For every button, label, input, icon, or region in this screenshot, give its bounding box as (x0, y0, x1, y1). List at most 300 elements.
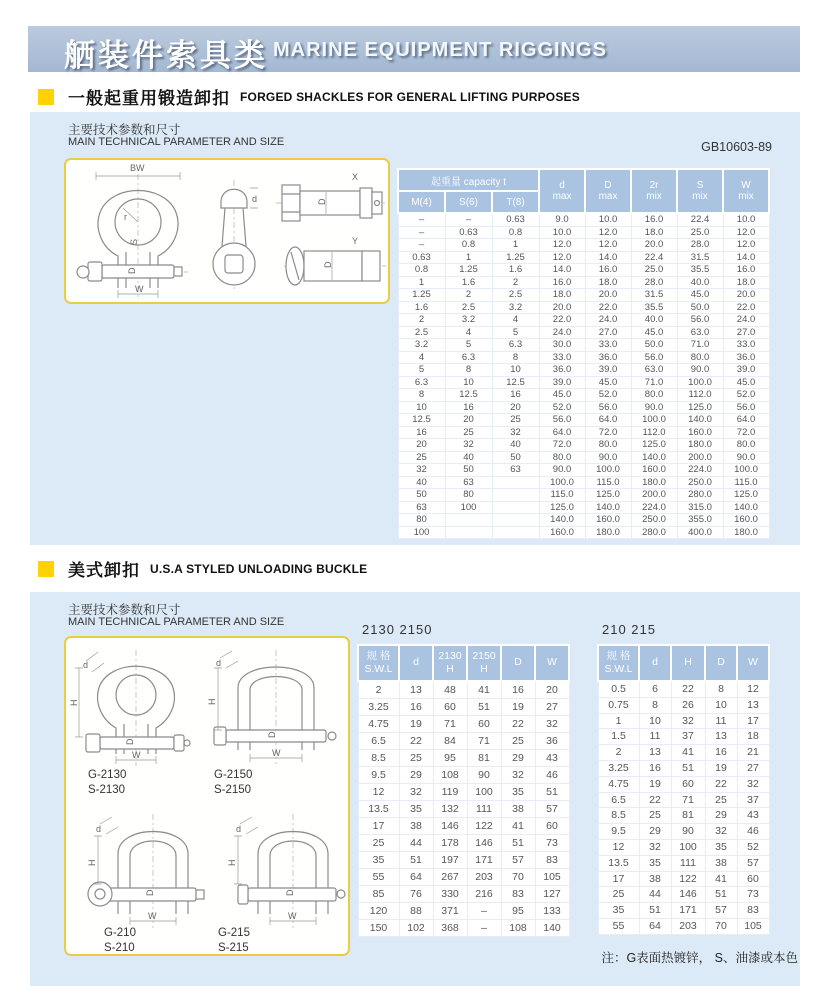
table-cell: 10 (639, 713, 671, 729)
table-cell: 21 (737, 745, 769, 761)
table-cell: 12 (737, 681, 769, 697)
table-cell: 80 (445, 489, 492, 502)
forged-shackles-table (397, 168, 770, 539)
table-cell: 122 (671, 871, 705, 887)
table-cell: 4 (492, 314, 539, 327)
table-cell: 2 (598, 745, 639, 761)
table-cell: 29 (501, 750, 535, 767)
table-cell: 18.0 (539, 289, 585, 302)
table-row (598, 824, 769, 840)
table-cell: 127 (535, 886, 569, 903)
table-cell: – (445, 213, 492, 226)
table-cell: 6.5 (358, 733, 399, 750)
table-cell: 90.0 (677, 364, 723, 377)
table-cell: 25 (399, 750, 433, 767)
table-cell: 102 (399, 920, 433, 937)
table-cell: 1.6 (398, 301, 445, 314)
table-cell: 36.0 (723, 351, 769, 364)
table-cell: 52.0 (723, 389, 769, 402)
table-cell: 16 (705, 745, 737, 761)
table-cell: 56.0 (723, 401, 769, 414)
table-cell: 22.0 (585, 301, 631, 314)
table-cell: 45.0 (585, 376, 631, 389)
table-cell: 8 (639, 697, 671, 713)
table-row (398, 264, 769, 277)
table-cell: 2 (358, 681, 399, 699)
table-row (598, 792, 769, 808)
table-cell: – (398, 213, 445, 226)
table-row (398, 301, 769, 314)
table-cell: 80 (398, 514, 445, 527)
table-cell: 43 (737, 808, 769, 824)
dim-label-x: X (352, 172, 359, 182)
table-cell: 8 (705, 681, 737, 697)
table-2130-2150-container (357, 644, 570, 937)
table-cell: 1.25 (398, 289, 445, 302)
table-row (358, 903, 569, 920)
table-cell: 16.0 (631, 213, 677, 226)
table-cell: 80.0 (723, 439, 769, 452)
table-cell: 16 (445, 401, 492, 414)
table-row (358, 869, 569, 886)
table-cell: 88 (399, 903, 433, 920)
table-cell: 108 (501, 920, 535, 937)
table-cell: 31.5 (677, 251, 723, 264)
table-cell: 25 (492, 414, 539, 427)
table-cell: 51 (467, 699, 501, 716)
table-cell: 10 (398, 401, 445, 414)
section2-panel (30, 592, 800, 986)
table-cell: 33.0 (723, 339, 769, 352)
table-cell: 0.63 (445, 226, 492, 239)
table-cell: 32 (501, 767, 535, 784)
table-cell: 22.4 (677, 213, 723, 226)
dim-label-big-d2: D (267, 731, 277, 738)
table-row (398, 389, 769, 402)
table-cell: 125.0 (585, 489, 631, 502)
table-cell: 81 (467, 750, 501, 767)
table-row (398, 213, 769, 226)
column-header: D max (585, 169, 631, 213)
table-cell: 115.0 (723, 476, 769, 489)
table-cell: 9.5 (598, 824, 639, 840)
table-cell: 72.0 (539, 439, 585, 452)
standard-number: GB10603-89 (701, 140, 772, 154)
table-cell: 50.0 (677, 301, 723, 314)
table-cell: 16 (501, 681, 535, 699)
table-cell: 20.0 (631, 239, 677, 252)
table-cell: 14.0 (539, 264, 585, 277)
table-row (398, 226, 769, 239)
table-cell: 18.0 (631, 226, 677, 239)
table-row (358, 681, 569, 699)
table-cell: 56.0 (631, 351, 677, 364)
table-cell: 3.2 (398, 339, 445, 352)
table-cell: 24.0 (585, 314, 631, 327)
table-cell: 12.0 (723, 239, 769, 252)
table-cell: 20.0 (723, 289, 769, 302)
table-cell: 36.0 (585, 351, 631, 364)
table-cell: 40.0 (631, 314, 677, 327)
table-row (598, 887, 769, 903)
table-row (398, 364, 769, 377)
table-cell: 2.5 (398, 326, 445, 339)
table-cell: 22 (671, 681, 705, 697)
table-cell: 6 (639, 681, 671, 697)
table-cell: 180.0 (723, 526, 769, 539)
table-cell: 5 (492, 326, 539, 339)
table-cell: 35.5 (677, 264, 723, 277)
table-row (398, 439, 769, 452)
table-cell: 1 (445, 251, 492, 264)
table-cell: 171 (467, 852, 501, 869)
dim-label-d-bolt: D (317, 198, 327, 205)
column-header: M(4) (398, 191, 445, 213)
table-cell: 2.5 (492, 289, 539, 302)
dim-label-h2: H (207, 698, 217, 705)
table-cell: 72.0 (585, 426, 631, 439)
table-cell: 100.0 (539, 476, 585, 489)
table-cell (492, 514, 539, 527)
table-cell: 10 (492, 364, 539, 377)
table-cell: 10.0 (539, 226, 585, 239)
table-row (598, 745, 769, 761)
table-cell: 180.0 (677, 439, 723, 452)
table-row (598, 697, 769, 713)
table-cell (445, 526, 492, 539)
table-cell: 4.75 (358, 716, 399, 733)
table-cell: 0.5 (598, 681, 639, 697)
table-cell: 2 (398, 314, 445, 327)
dim-label-s: S (129, 238, 139, 245)
dim-label-h3: H (87, 859, 97, 866)
table-cell (492, 489, 539, 502)
table-cell: 8 (398, 389, 445, 402)
table-cell: 3.2 (492, 301, 539, 314)
table-cell: 115.0 (539, 489, 585, 502)
table-row (398, 451, 769, 464)
table-row (398, 464, 769, 477)
table-cell: 250.0 (631, 514, 677, 527)
table-cell: 108 (433, 767, 467, 784)
table-cell: 12 (358, 784, 399, 801)
table-cell: 3.2 (445, 314, 492, 327)
table-cell: 115.0 (585, 476, 631, 489)
dim-label-d4: d (236, 824, 242, 834)
table-cell: 40.0 (677, 276, 723, 289)
table-cell: 1 (598, 713, 639, 729)
table-cell: 8 (445, 364, 492, 377)
table-cell: 13 (639, 745, 671, 761)
table-cell: 0.75 (598, 697, 639, 713)
dim-label-big-d: D (125, 738, 135, 745)
table-cell: 45.0 (631, 326, 677, 339)
table-cell: 22.0 (539, 314, 585, 327)
table-cell: 1.6 (492, 264, 539, 277)
table-cell: 71 (671, 792, 705, 808)
table-cell: 45.0 (723, 376, 769, 389)
table-cell: 19 (639, 776, 671, 792)
table-cell: 224.0 (677, 464, 723, 477)
table-cell: 19 (501, 699, 535, 716)
section2-subtitle-en: MAIN TECHNICAL PARAMETER AND SIZE (68, 616, 285, 628)
table-cell: 95 (501, 903, 535, 920)
table-cell: 60 (433, 699, 467, 716)
table-cell: 180.0 (631, 476, 677, 489)
table-cell: 0.63 (492, 213, 539, 226)
table-cell: 160.0 (677, 426, 723, 439)
table-row (358, 801, 569, 818)
table-cell: 12.0 (585, 226, 631, 239)
table-cell: 22 (399, 733, 433, 750)
table-row (398, 514, 769, 527)
table-cell: 63.0 (631, 364, 677, 377)
table-cell: 12.5 (398, 414, 445, 427)
table-cell: 95 (433, 750, 467, 767)
table-cell: 46 (535, 767, 569, 784)
yellow-bullet-icon (38, 89, 54, 105)
table-cell: 63.0 (677, 326, 723, 339)
caption-215: G-215 S-215 (218, 927, 250, 954)
table-cell: 43 (535, 750, 569, 767)
table-cell: 315.0 (677, 501, 723, 514)
table-cell: 35 (501, 784, 535, 801)
table-cell: 29 (399, 767, 433, 784)
table-cell: 83 (535, 852, 569, 869)
table-cell: 32 (671, 713, 705, 729)
table-cell: 18 (737, 729, 769, 745)
section2-title-en: U.S.A STYLED UNLOADING BUCKLE (150, 561, 368, 576)
usa-shackles-technical-drawing (64, 636, 350, 956)
table-cell: 80.0 (585, 439, 631, 452)
table-cell: 33.0 (539, 351, 585, 364)
table-cell: 36 (535, 733, 569, 750)
table-210-215 (597, 644, 770, 935)
table-cell (492, 526, 539, 539)
table-cell: 17 (737, 713, 769, 729)
caption-210: G-210 S-210 (104, 927, 136, 954)
table-cell: 267 (433, 869, 467, 886)
table-cell: 27 (737, 760, 769, 776)
section1-title-zh: 一般起重用锻造卸扣 (68, 89, 230, 108)
section1-panel (30, 112, 800, 545)
table-cell: 45.0 (539, 389, 585, 402)
column-header: W (535, 645, 569, 681)
table-cell: 100.0 (723, 464, 769, 477)
table-row (598, 871, 769, 887)
dim-label-w: W (135, 284, 144, 294)
column-header: d (639, 645, 671, 681)
table-cell: 330 (433, 886, 467, 903)
table-cell: 160.0 (723, 514, 769, 527)
table-row (398, 376, 769, 389)
dim-label-d2: d (216, 658, 222, 668)
table-row (598, 839, 769, 855)
table-cell: 64.0 (539, 426, 585, 439)
table-cell: 71.0 (677, 339, 723, 352)
table-cell: 280.0 (631, 526, 677, 539)
table-cell: 180.0 (585, 526, 631, 539)
table-cell (445, 514, 492, 527)
table-cell: 44 (399, 835, 433, 852)
table-cell: 105 (737, 918, 769, 934)
table-cell: 0.8 (398, 264, 445, 277)
table-cell: 63 (398, 501, 445, 514)
table-cell: 2 (492, 276, 539, 289)
table-row (358, 852, 569, 869)
table-cell: – (467, 903, 501, 920)
table-cell: 13.5 (598, 855, 639, 871)
column-header: d max (539, 169, 585, 213)
table-cell: 25 (398, 451, 445, 464)
table-cell: 119 (433, 784, 467, 801)
table-cell: 6.3 (398, 376, 445, 389)
table-cell: 28.0 (677, 239, 723, 252)
table-cell: 6.3 (445, 351, 492, 364)
table-cell: 9.0 (539, 213, 585, 226)
column-header: T(8) (492, 191, 539, 213)
table-row (398, 314, 769, 327)
column-header: S mix (677, 169, 723, 213)
table-cell: 120 (358, 903, 399, 920)
banner-title-en: MARINE EQUIPMENT RIGGINGS (273, 39, 607, 61)
table-row (358, 750, 569, 767)
table-cell: 41 (671, 745, 705, 761)
table-cell: 63 (445, 476, 492, 489)
table-cell: 70 (501, 869, 535, 886)
dim-label-d3: d (96, 824, 102, 834)
table-cell: 132 (433, 801, 467, 818)
table-cell: 368 (433, 920, 467, 937)
table-cell: 22 (639, 792, 671, 808)
table-cell: 18.0 (723, 276, 769, 289)
table-row (358, 716, 569, 733)
table-cell: 48 (433, 681, 467, 699)
table-cell: 146 (671, 887, 705, 903)
table-cell: 25.0 (677, 226, 723, 239)
column-header: 2r mix (631, 169, 677, 213)
table-cell: 29 (639, 824, 671, 840)
section2-title (38, 556, 367, 581)
table-cell: 160.0 (539, 526, 585, 539)
table-cell: – (398, 239, 445, 252)
column-header: 规 格 S.W.L (358, 645, 399, 681)
table-cell: 90 (671, 824, 705, 840)
table-row (598, 918, 769, 934)
table-cell: 60 (467, 716, 501, 733)
table-cell: 1.5 (598, 729, 639, 745)
table-cell: 56.0 (539, 414, 585, 427)
table-cell: 371 (433, 903, 467, 920)
table-cell: 57 (737, 855, 769, 871)
dim-label-y: Y (352, 236, 359, 246)
table-cell: 11 (705, 713, 737, 729)
table-cell: 3.25 (598, 760, 639, 776)
table-cell: 27 (535, 699, 569, 716)
footnote: 注：G表面热镀锌， S、油漆或本色 (601, 951, 798, 965)
table-cell: 25 (639, 808, 671, 824)
table-cell: – (467, 920, 501, 937)
table-cell: 32 (398, 464, 445, 477)
table-cell: 51 (705, 887, 737, 903)
table-cell (492, 501, 539, 514)
table-cell: 80.0 (631, 389, 677, 402)
column-header: H (671, 645, 705, 681)
table-cell: 40 (398, 476, 445, 489)
page-banner (28, 26, 800, 72)
table-cell: 197 (433, 852, 467, 869)
table-cell: 56.0 (585, 401, 631, 414)
table-cell: 24.0 (723, 314, 769, 327)
table-row (398, 414, 769, 427)
table-cell: 112.0 (677, 389, 723, 402)
table-cell: 29 (705, 808, 737, 824)
table-cell: 38 (399, 818, 433, 835)
table-cell: 20 (535, 681, 569, 699)
column-header: d (399, 645, 433, 681)
table-row (358, 767, 569, 784)
table-row (398, 276, 769, 289)
table-cell: 31.5 (631, 289, 677, 302)
table-cell: 73 (535, 835, 569, 852)
table-cell: 16 (639, 760, 671, 776)
table-cell: 84 (433, 733, 467, 750)
table-row (358, 886, 569, 903)
table-cell: 35 (598, 903, 639, 919)
dim-label-h4: H (227, 859, 237, 866)
table-cell: 17 (358, 818, 399, 835)
table-cell: 35 (639, 855, 671, 871)
table-cell: 60 (737, 871, 769, 887)
table-cell: 6.3 (492, 339, 539, 352)
table-row (358, 784, 569, 801)
table-cell: 133 (535, 903, 569, 920)
table-cell: 70 (705, 918, 737, 934)
table-cell: 56.0 (677, 314, 723, 327)
table-cell: 171 (671, 903, 705, 919)
table-cell: 13 (399, 681, 433, 699)
column-header: W (737, 645, 769, 681)
table-cell: 13 (737, 697, 769, 713)
table-row (358, 699, 569, 716)
table-cell: 35 (399, 801, 433, 818)
table-cell: 400.0 (677, 526, 723, 539)
table-cell: 25 (358, 835, 399, 852)
table-cell: 150 (358, 920, 399, 937)
dim-label-r: r (124, 212, 127, 222)
table-cell: 14.0 (723, 251, 769, 264)
table-cell: 203 (671, 918, 705, 934)
table-cell: 10.0 (723, 213, 769, 226)
table-cell: 200.0 (631, 489, 677, 502)
table-cell: 50.0 (631, 339, 677, 352)
table-cell: 125.0 (723, 489, 769, 502)
bow-shackle-and-pins-drawing (66, 160, 388, 302)
table-cell: 60 (671, 776, 705, 792)
table-cell: 32 (705, 824, 737, 840)
table-cell: 16.0 (723, 264, 769, 277)
table-cell: 57 (535, 801, 569, 818)
column-header: S(6) (445, 191, 492, 213)
table-cell: 100.0 (677, 376, 723, 389)
table-cell: 72.0 (723, 426, 769, 439)
table-cell: 216 (467, 886, 501, 903)
table-cell (492, 476, 539, 489)
shackle-technical-drawing (64, 158, 390, 304)
table-cell: 32 (445, 439, 492, 452)
table-cell: 39.0 (539, 376, 585, 389)
dim-label-big-d4: D (285, 889, 295, 896)
